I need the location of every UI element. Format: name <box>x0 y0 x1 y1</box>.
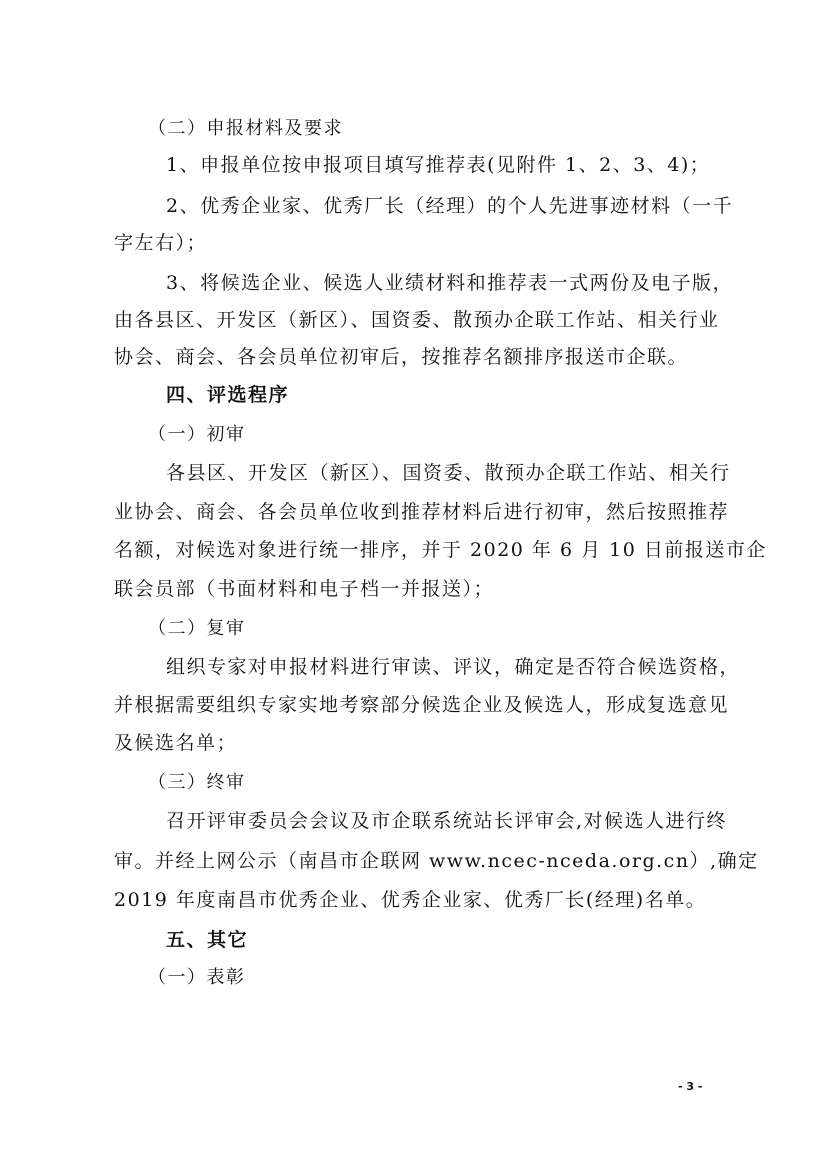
commendation-heading: （一）表彰 <box>148 967 246 988</box>
first-review-line-1: 各县区、开发区（新区）、国资委、散预办企联工作站、相关行 <box>166 462 731 484</box>
second-review-line-3: 及候选名单； <box>114 732 238 754</box>
first-review-line-2: 业协会、商会、各会员单位收到推荐材料后进行初审，然后按照推荐 <box>114 501 730 523</box>
first-review-heading: （一）初审 <box>148 424 246 445</box>
first-review-line-3: 名额，对候选对象进行统一排序，并于 2020 年 6 月 10 日前报送市企 <box>114 539 767 561</box>
materials-item-2-line-1: 2、优秀企业家、优秀厂长（经理）的个人先进事迹材料（一千 <box>166 195 734 217</box>
final-review-heading: （三）终审 <box>148 772 246 793</box>
page-number: - 3 - <box>678 1080 703 1093</box>
section-five-title: 五、其它 <box>166 929 249 951</box>
materials-heading: （二）申报材料及要求 <box>148 118 343 139</box>
final-review-line-1: 召开评审委员会会议及市企联系统站长评审会,对候选人进行终 <box>166 810 728 832</box>
second-review-heading: （二）复审 <box>148 618 246 639</box>
materials-item-3-line-3: 协会、商会、各会员单位初审后，按推荐名额排序报送市企联。 <box>114 346 689 368</box>
materials-item-2-line-2: 字左右）； <box>114 232 208 254</box>
first-review-line-4: 联会员部（书面材料和电子档一并报送）； <box>114 578 495 600</box>
final-review-line-2: 审。并经上网公示（南昌市企联网 www.ncec-nceda.org.cn）,确定 <box>114 850 759 872</box>
final-review-line-3: 2019 年度南昌市优秀企业、优秀企业家、优秀厂长(经理)名单。 <box>114 889 707 911</box>
materials-item-3-line-1: 3、将候选企业、候选人业绩材料和推荐表一式两份及电子版， <box>166 272 734 294</box>
materials-item-3-line-2: 由各县区、开发区（新区）、国资委、散预办企联工作站、相关行业 <box>114 309 720 331</box>
materials-item-1: 1、申报单位按申报项目填写推荐表(见附件 1、2、3、4)； <box>166 154 711 176</box>
section-four-title: 四、评选程序 <box>166 384 290 406</box>
second-review-line-1: 组织专家对申报材料进行审读、评议，确定是否符合候选资格， <box>166 656 741 678</box>
second-review-line-2: 并根据需要组织专家实地考察部分候选企业及候选人，形成复选意见 <box>114 694 730 716</box>
